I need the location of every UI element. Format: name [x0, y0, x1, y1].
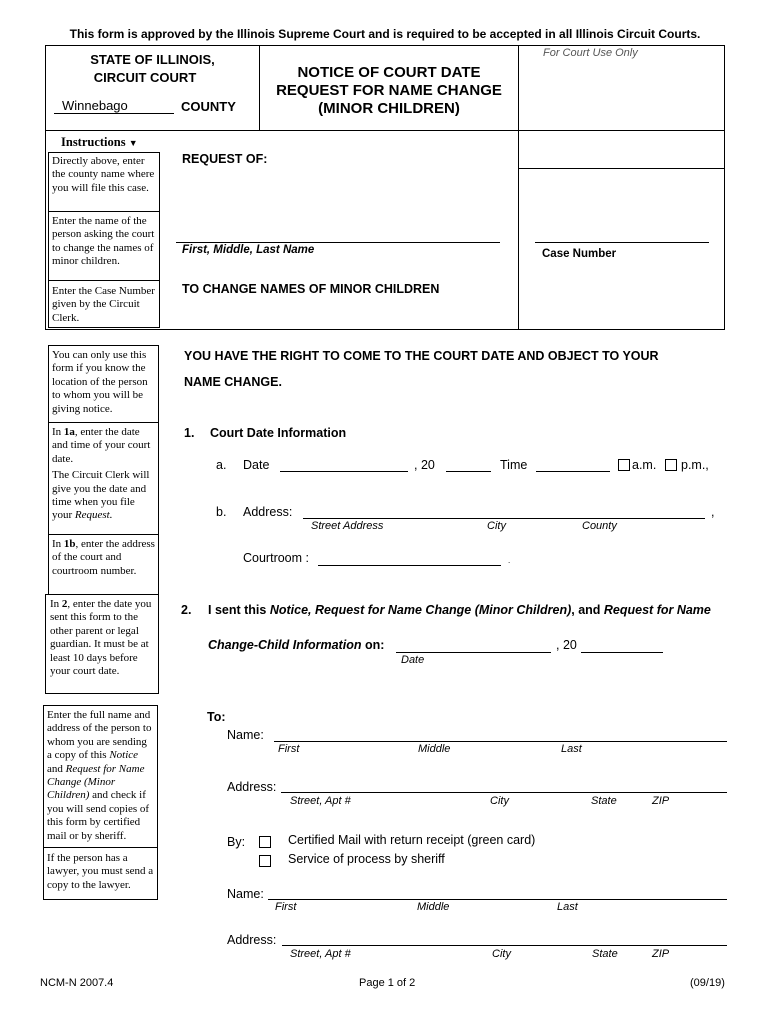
title-line-2: REQUEST FOR NAME CHANGE — [276, 82, 502, 99]
address-comma: , — [711, 505, 715, 519]
section-1-heading: Court Date Information — [210, 426, 347, 440]
item-b-label: b. — [216, 505, 227, 519]
rights-line-1: YOU HAVE THE RIGHT TO COME TO THE COURT DATE AND OBJECT TO YOUR — [184, 349, 659, 363]
last-caption: Last — [561, 743, 582, 755]
sent-year-prefix: , 20 — [556, 638, 577, 652]
instructions-heading: Instructions ▼ — [61, 135, 138, 149]
instruction-case: Enter the Case Number given by the Circuit Clerk. — [52, 285, 155, 324]
courtroom-field[interactable] — [318, 565, 501, 566]
court-date-field[interactable] — [280, 471, 408, 472]
am-checkbox[interactable] — [618, 459, 630, 471]
petitioner-name-caption: First, Middle, Last Name — [182, 244, 315, 256]
court-address-label: Address: — [243, 505, 293, 519]
instruction-location: You can only use this form if you know the location of the person to whom you will be giving notice. — [52, 349, 148, 415]
year-prefix: , 20 — [414, 458, 435, 472]
instruction-county: Directly above, enter the county name where you will file this case. — [52, 155, 155, 194]
recipient-2-address-label: Address: — [227, 933, 277, 947]
recipient-name-label: Name: — [227, 728, 264, 742]
section-2-text: I sent this Notice, Request for Name Change (Minor Children), and Request for Name — [208, 603, 711, 617]
certified-mail-checkbox[interactable] — [259, 836, 271, 848]
sent-date-field[interactable] — [396, 652, 551, 653]
case-number-caption: Case Number — [542, 248, 617, 260]
section-2-number: 2. — [181, 603, 192, 617]
instruction-lawyer: If the person has a lawyer, you must send a copy to the lawyer. — [47, 852, 154, 891]
page-number: Page 1 of 2 — [359, 977, 416, 989]
courtroom-dot: . — [508, 556, 511, 565]
request-of-label: REQUEST OF: — [182, 152, 268, 166]
city-caption-2: City — [490, 795, 509, 807]
title-line-3: (MINOR CHILDREN) — [318, 100, 460, 117]
section-2-text-2: Change-Child Information on: — [208, 638, 385, 652]
street-caption: Street, Apt # — [290, 795, 351, 807]
recipient-2-name-label: Name: — [227, 887, 264, 901]
rights-line-2: NAME CHANGE. — [184, 375, 282, 389]
city-caption-3: City — [492, 948, 511, 960]
recipient-address-label: Address: — [227, 780, 277, 794]
revision-date: (09/19) — [690, 977, 725, 989]
recipient-name-field[interactable] — [274, 741, 727, 742]
title-line-1: NOTICE OF COURT DATE — [297, 64, 481, 81]
court-time-field[interactable] — [536, 471, 610, 472]
certified-mail-label: Certified Mail with return receipt (green card) — [288, 833, 536, 847]
item-a-label: a. — [216, 458, 227, 472]
first-caption-2: First — [275, 901, 297, 913]
case-divider — [518, 168, 519, 330]
am-label: a.m. — [632, 458, 657, 472]
county-line — [54, 113, 174, 114]
form-id: NCM-N 2007.4 — [40, 977, 114, 989]
time-label: Time — [500, 458, 528, 472]
state-caption-2: State — [592, 948, 618, 960]
court-year-field[interactable] — [446, 471, 491, 472]
instruction-1b: In 1b, enter the address of the court and courtroom number. — [52, 538, 155, 577]
instruction-name: Enter the name of the person asking the court to change the names of minor children. — [52, 215, 155, 268]
courtroom-label: Courtroom : — [243, 551, 309, 565]
pm-label: p.m., — [681, 458, 709, 472]
first-caption: First — [278, 743, 300, 755]
sent-date-caption: Date — [401, 654, 425, 666]
pm-checkbox[interactable] — [665, 459, 677, 471]
recipient-address-field[interactable] — [281, 792, 727, 793]
court-label: CIRCUIT COURT — [93, 70, 197, 85]
middle-caption: Middle — [418, 743, 451, 755]
street-address-caption: Street Address — [311, 520, 384, 532]
state-label: STATE OF ILLINOIS, — [90, 52, 215, 67]
court-use-label: For Court Use Only — [543, 47, 638, 59]
last-caption-2: Last — [557, 901, 578, 913]
recipient-2-name-field[interactable] — [268, 899, 727, 900]
form-title — [260, 64, 518, 118]
state-caption: State — [591, 795, 617, 807]
change-names-label: TO CHANGE NAMES OF MINOR CHILDREN — [182, 282, 440, 296]
county-label: COUNTY — [181, 99, 236, 114]
instruction-1a: In 1a, enter the date and time of your court date. The Circuit Clerk will give you the date and time when you file your Request. — [52, 426, 151, 522]
triangle-down-icon: ▼ — [128, 138, 138, 148]
sheriff-label: Service of process by sheriff — [288, 852, 445, 866]
sent-year-field[interactable] — [581, 652, 663, 653]
recipient-2-address-field[interactable] — [282, 945, 727, 946]
instruction-recipient: Enter the full name and address of the person to whom you are sending a copy of this Notice and Request for Name Change (Minor Children) and check if you will send copies of this form by certified mail or by sheriff. — [47, 709, 152, 842]
by-label: By: — [227, 835, 246, 849]
zip-caption-2: ZIP — [652, 948, 670, 960]
city-caption: City — [487, 520, 506, 532]
county-caption: County — [582, 520, 617, 532]
case-number-line[interactable] — [535, 242, 709, 243]
county-value[interactable]: Winnebago — [62, 98, 128, 113]
instruction-2: In 2, enter the date you sent this form to the other parent or legal guardian. It must be at least 10 days before your court date. — [50, 598, 152, 678]
to-label: To: — [207, 710, 226, 724]
court-address-field[interactable] — [303, 518, 705, 519]
date-label: Date — [243, 458, 270, 472]
zip-caption: ZIP — [652, 795, 670, 807]
petitioner-name-line[interactable] — [176, 242, 500, 243]
sheriff-checkbox[interactable] — [259, 855, 271, 867]
approval-notice: This form is approved by the Illinois Supreme Court and is required to be accepted in all Illinois Circuit Courts. — [69, 27, 701, 41]
middle-caption-2: Middle — [417, 901, 450, 913]
section-1-number: 1. — [184, 426, 195, 440]
street-caption-2: Street, Apt # — [290, 948, 351, 960]
